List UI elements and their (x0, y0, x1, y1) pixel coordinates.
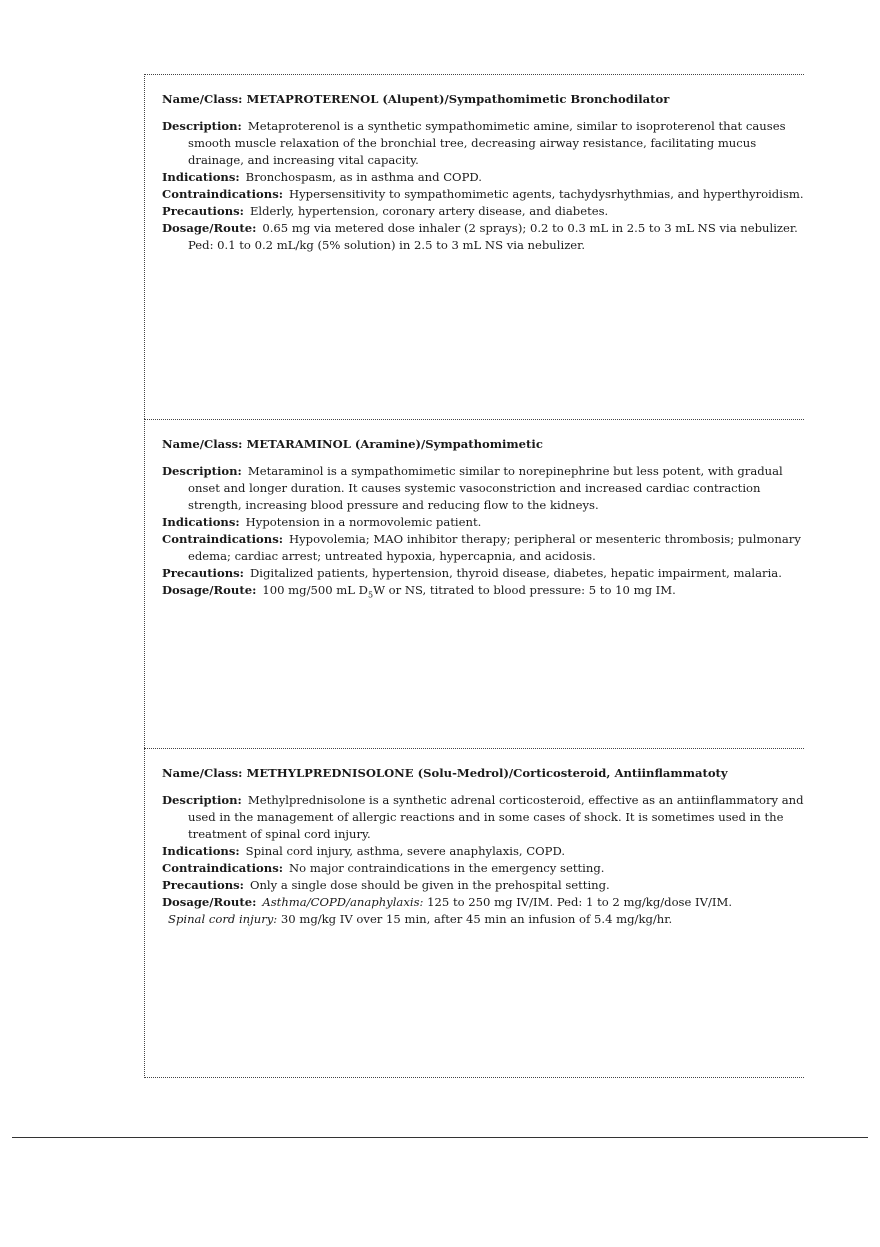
precautions-label: Precautions: (162, 204, 244, 218)
indications-field (162, 843, 810, 860)
dosage-italic-spinal: Spinal cord injury: (168, 912, 278, 926)
dosage-text-part2: W or NS, titrated to blood pressure: 5 to 10 mg IM. (373, 583, 676, 597)
indications-text: Bronchospasm, as in asthma and COPD. (245, 170, 482, 184)
dosage-text-spinal: 30 mg/kg IV over 15 min, after 45 min an infusion of 5.4 mg/kg/hr. (280, 912, 673, 926)
dosage-subscript: 5 (367, 590, 374, 600)
indications-text: Spinal cord injury, asthma, severe anaphylaxis, COPD. (245, 844, 566, 858)
indications-field (162, 514, 810, 531)
precautions-label: Precautions: (162, 566, 244, 580)
indications-label: Indications: (162, 844, 240, 858)
contraindications-label: Contraindications: (162, 532, 284, 546)
precautions-field (162, 877, 810, 894)
contraindications-field (162, 531, 810, 565)
indications-text: Hypotension in a normovolemic patient. (245, 515, 482, 529)
drug-card-metaproterenol (144, 74, 804, 419)
description-field (162, 463, 810, 514)
contraindications-field (162, 860, 810, 877)
card-title: Name/Class: METHYLPREDNISOLONE (Solu-Medrol)/Corticosteroid, Antiinflammatoty (162, 766, 728, 780)
indications-field (162, 169, 810, 186)
page-bottom-rule (12, 1137, 868, 1138)
description-label: Description: (162, 119, 242, 133)
precautions-label: Precautions: (162, 878, 244, 892)
dosage-field (162, 220, 810, 254)
drug-card-methylprednisolone (144, 748, 804, 1078)
dosage-label: Dosage/Route: (162, 895, 257, 909)
dosage-italic-asthma: Asthma/COPD/anaphylaxis: (262, 895, 424, 909)
precautions-text: Only a single dose should be given in the prehospital setting. (249, 878, 610, 892)
card-title: Name/Class: METARAMINOL (Aramine)/Sympathomimetic (162, 437, 543, 451)
dosage-continuation (162, 911, 810, 928)
precautions-field (162, 203, 810, 220)
description-text: Methylprednisolone is a synthetic adrenal corticosteroid, effective as an antiinflammatory and used in the management of allergic reactions and in some cases of shock. It is sometimes used in the treatment of spinal cord injury. (188, 793, 804, 841)
contraindications-field (162, 186, 810, 203)
dosage-field (162, 582, 810, 603)
contraindications-label: Contraindications: (162, 861, 284, 875)
dosage-label: Dosage/Route: (162, 583, 257, 597)
description-text: Metaproterenol is a synthetic sympathomimetic amine, similar to isoproterenol that causes smooth muscle relaxation of the bronchial tree, decreasing airway resistance, facilitating mucus drainage, and increasing vital capacity. (188, 119, 786, 167)
description-field (162, 792, 810, 843)
dosage-text-part1: 100 mg/500 mL D (262, 583, 368, 597)
description-label: Description: (162, 464, 242, 478)
precautions-text: Elderly, hypertension, coronary artery disease, and diabetes. (249, 204, 609, 218)
contraindications-text: No major contraindications in the emergency setting. (289, 861, 605, 875)
indications-label: Indications: (162, 170, 240, 184)
indications-label: Indications: (162, 515, 240, 529)
dosage-text: 0.65 mg via metered dose inhaler (2 sprays); 0.2 to 0.3 mL in 2.5 to 3 mL NS via nebulizer. Ped: 0.1 to 0.2 mL/kg (5% solution) in 2.5 to 3 mL NS via nebulizer. (188, 221, 798, 252)
dosage-label: Dosage/Route: (162, 221, 257, 235)
description-label: Description: (162, 793, 242, 807)
contraindications-text: Hypovolemia; MAO inhibitor therapy; peripheral or mesenteric thrombosis; pulmonary edema; cardiac arrest; untreated hypoxia, hypercapnia, and acidosis. (188, 532, 801, 563)
dosage-field (162, 894, 810, 911)
description-text: Metaraminol is a sympathomimetic similar to norepinephrine but less potent, with gradual onset and longer duration. It causes systemic vasoconstriction and increased cardiac contraction strength, increasing blood pressure and reducing flow to the kidneys. (188, 464, 783, 512)
precautions-text: Digitalized patients, hypertension, thyroid disease, diabetes, hepatic impairment, malaria. (249, 566, 782, 580)
contraindications-text: Hypersensitivity to sympathomimetic agents, tachydysrhythmias, and hyperthyroidism. (289, 187, 804, 201)
contraindications-label: Contraindications: (162, 187, 284, 201)
card-title: Name/Class: METAPROTERENOL (Alupent)/Sympathomimetic Bronchodilator (162, 92, 670, 106)
drug-card-metaraminol (144, 419, 804, 748)
precautions-field (162, 565, 810, 582)
description-field (162, 118, 810, 169)
dosage-text-asthma: 125 to 250 mg IV/IM. Ped: 1 to 2 mg/kg/dose IV/IM. (427, 895, 733, 909)
